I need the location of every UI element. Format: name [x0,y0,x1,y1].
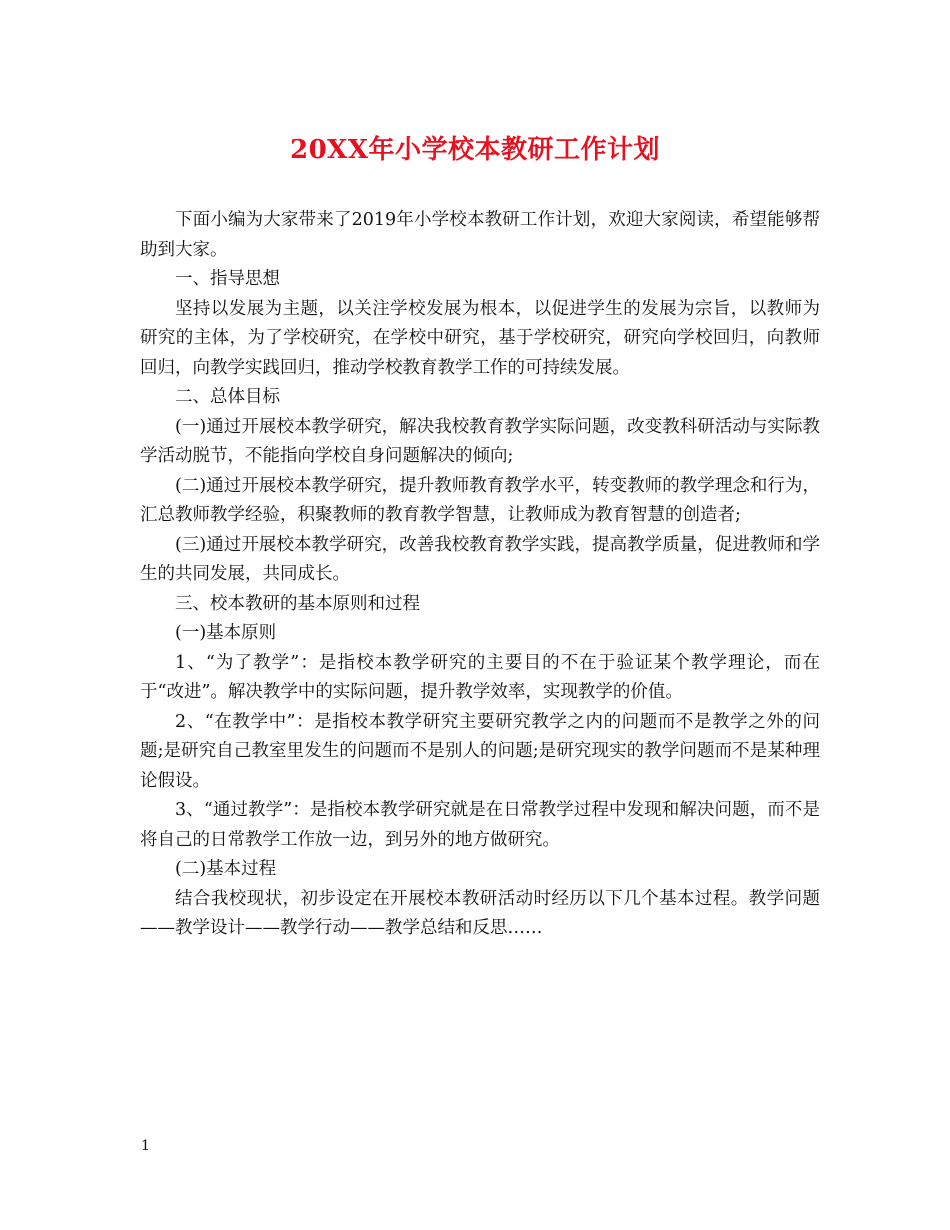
document-body [140,206,820,944]
paragraph-intro: 下面小编为大家带来了2019年小学校本教研工作计划，欢迎大家阅读，希望能够帮助到大家。 [140,210,820,260]
paragraph-basic-process: 结合我校现状，初步设定在开展校本教研活动时经历以下几个基本过程。教学问题——教学设计——教学行动——教学总结和反思…… [140,888,820,938]
paragraph-goal-2: (二)通过开展校本教学研究，提升教师教育教学水平，转变教师的教学理念和行为，汇总教师教学经验，积聚教师的教育教学智慧，让教师成为教育智慧的创造者; [140,475,820,525]
paragraph-principle-2: 2、“在教学中”：是指校本教学研究主要研究教学之内的问题而不是教学之外的问题;是研究自己教室里发生的问题而不是别人的问题;是研究现实的教学问题而不是某种理论假设。 [140,711,820,791]
paragraph-principle-3: 3、“通过教学”：是指校本教学研究就是在日常教学过程中发现和解决问题，而不是将自己的日常教学工作放一边，到另外的地方做研究。 [140,800,820,850]
subheading-basic-process: (二)基本过程 [175,859,277,879]
document-title: 20XX年小学校本教研工作计划 [289,135,661,165]
paragraph-guiding-ideology: 坚持以发展为主题，以关注学校发展为根本，以促进学生的发展为宗旨，以教师为研究的主体，为了学校研究，在学校中研究，基于学校研究，研究向学校回归，向教师回归，向教学实践回归，推动学校教育教学工作的可持续发展。 [140,298,820,378]
heading-overall-goals: 二、总体目标 [175,387,280,407]
paragraph-principle-1: 1、“为了教学”：是指校本教学研究的主要目的不在于验证某个教学理论，而在于“改进”。解决教学中的实际问题，提升教学效率，实现教学的价值。 [140,652,820,702]
heading-guiding-ideology: 一、指导思想 [175,269,280,289]
heading-principles-and-process: 三、校本教研的基本原则和过程 [175,593,420,614]
paragraph-goal-1: (一)通过开展校本教学研究，解决我校教育教学实际问题，改变教科研活动与实际教学活动脱节，不能指向学校自身问题解决的倾向; [140,416,820,466]
page-number: 1 [141,1138,150,1154]
paragraph-goal-3: (三)通过开展校本教学研究，改善我校教育教学实践，提高教学质量，促进教师和学生的共同发展，共同成长。 [140,534,820,584]
subheading-basic-principles: (一)基本原则 [175,623,277,643]
